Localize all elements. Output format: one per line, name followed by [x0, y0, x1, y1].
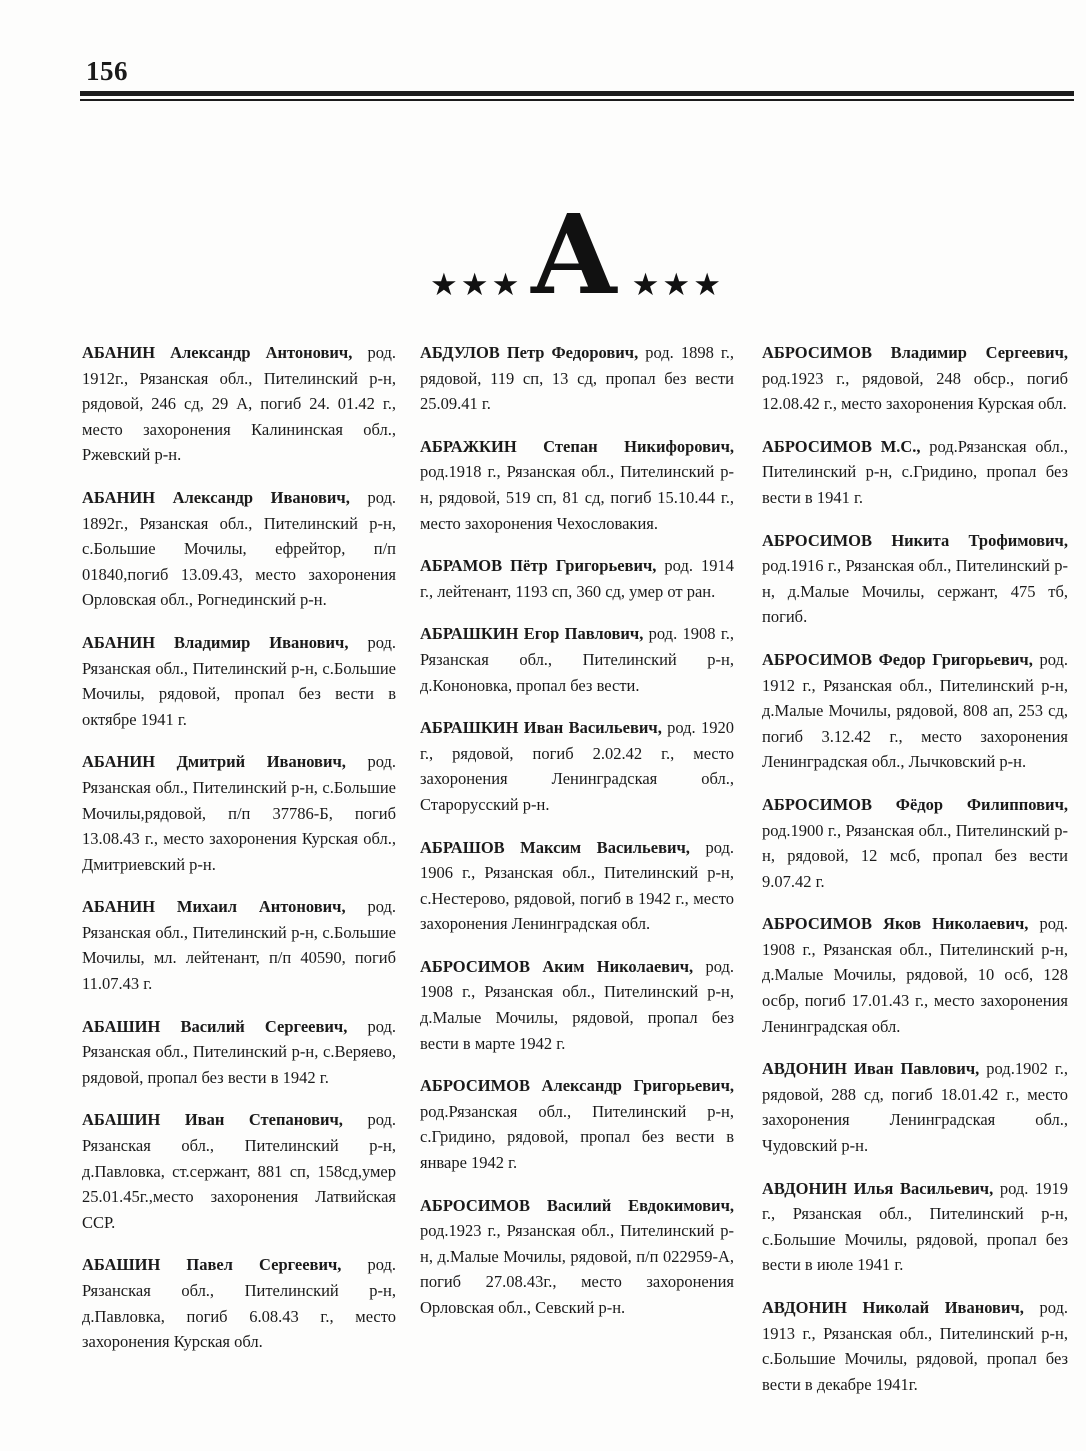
list-item [420, 1193, 734, 1321]
list-item [82, 1252, 396, 1354]
entry-name: АБАШИН Иван Степанович, [82, 1110, 343, 1130]
entry-name: АБРАМОВ Пётр Григорьевич, [420, 556, 657, 576]
list-item [82, 749, 396, 877]
entry-text: род. 1908 г., Рязанская обл., Пителинский р-н, д.Кононовка, пропал без вести. [420, 624, 735, 695]
entry-text: род.1902 г., рядовой, 288 сд, погиб 18.01.42 г., место захоронения Ленинградская обл., Чудовский р-н. [762, 1059, 1068, 1156]
entry-name: АБРОСИМОВ М.С., [762, 436, 921, 456]
list-item [420, 715, 734, 817]
entry-name: АБРАШКИН Иван Васильевич, [420, 718, 662, 738]
entry-name: АБРОСИМОВ Никита Трофимович, [762, 530, 1068, 550]
entry-name: АБРОСИМОВ Василий Евдокимович, [420, 1195, 734, 1215]
list-item [420, 1073, 734, 1175]
entry-text: род.1918 г., Рязанская обл., Пителинский р-н, рядовой, 519 сп, 81 сд, погиб 15.10.44 г., место захоронения Чехословакия. [420, 462, 734, 533]
stars-right-icon: ★★★ [631, 267, 724, 303]
page-number: 156 [86, 56, 128, 86]
entry-name: АБРОСИМОВ Аким Николаевич, [420, 956, 694, 976]
entry-text: род. 1906 г., Рязанская обл., Пителинский р-н, с.Нестерово, рядовой, погиб в 1942 г., место захоронения Ленинградская обл. [420, 837, 734, 934]
entry-name: АВДОНИН Иван Павлович, [762, 1059, 980, 1079]
entry-name: АБРОСИМОВ Александр Григорьевич, [420, 1076, 734, 1096]
list-item [420, 954, 734, 1056]
list-item [82, 630, 396, 732]
entry-text: род. 1892г., Рязанская обл., Пителинский р-н, с.Большие Мочилы, ефрейтор, п/п 01840,погиб 13.09.43, место захоронения Орловская обл., Рогнединский р-н. [82, 487, 396, 610]
list-item [762, 647, 1068, 775]
entry-name: АВДОНИН Николай Иванович, [762, 1298, 1024, 1317]
entry-text: род. 1919 г., Рязанская обл., Пителинский р-н, с.Большие Мочилы, рядовой, пропал без вести в июле 1941 г. [762, 1178, 1069, 1275]
entry-name: АБРАШКИН Егор Павлович, [420, 624, 644, 644]
column-1 [82, 340, 396, 1372]
list-item [82, 485, 396, 613]
entry-text: род. 1898 г., рядовой, 119 сп, 13 сд, пропал без вести 25.09.41 г. [420, 343, 734, 414]
entry-text: род.1916 г., Рязанская обл., Пителинский р-н, д.Малые Мочилы, сержант, 475 тб, погиб. [762, 556, 1068, 627]
column-2 [420, 340, 734, 1338]
entry-text: род. 1908 г., Рязанская обл., Пителинский р-н, д.Малые Мочилы, рядовой, пропал без вести в марте 1942 г. [420, 956, 734, 1053]
list-item [762, 434, 1068, 511]
entry-text: род.1923 г., рядовой, 248 обср., погиб 12.08.42 г., место захоронения Курская обл. [762, 368, 1068, 414]
entry-text: род. Рязанская обл., Пителинский р-н, с.Большие Мочилы, рядовой, пропал без вести в октябре 1941 г. [82, 632, 396, 729]
list-item [420, 340, 734, 417]
section-heading [420, 190, 730, 319]
list-item [762, 792, 1068, 894]
list-item [420, 434, 734, 536]
column-3 [762, 340, 1068, 1414]
entry-name: АБАШИН Василий Сергеевич, [82, 1016, 348, 1036]
list-item [82, 340, 396, 468]
stars-left-icon: ★★★ [430, 267, 523, 303]
entry-text: род. 1912г., Рязанская обл., Пителинский р-н, рядовой, 246 сд, 29 А, погиб 24. 01.42 г., место захоронения Калининская обл., Ржевский р-н. [82, 343, 396, 465]
list-item [420, 621, 734, 698]
list-item [82, 1107, 396, 1235]
entry-name: АБРОСИМОВ Владимир Сергеевич, [762, 343, 1068, 362]
entry-text: род. Рязанская обл., Пителинский р-н, с.Большие Мочилы,рядовой, п/п 37786-Б, погиб 13.08.43 г., место захоронения Курская обл., Дмитриевский р-н. [82, 752, 396, 874]
entry-text: род. Рязанская обл., Пителинский р-н, д.Павловка, ст.сержант, 881 сп, 158сд,умер 25.01.45г.,место захоронения Латвийская ССР. [82, 1110, 397, 1232]
entry-text: род.Рязанская обл., Пителинский р-н, с.Гридино, пропал без вести в 1941 г. [762, 436, 1069, 507]
header-rule-thick [80, 91, 1074, 96]
entry-name: АВДОНИН Илья Васильевич, [762, 1178, 994, 1198]
list-item [762, 911, 1068, 1039]
list-item [762, 340, 1068, 417]
list-item [762, 528, 1068, 630]
list-item [762, 1176, 1068, 1278]
entry-text: род. 1908 г., Рязанская обл., Пителинский р-н, д.Малые Мочилы, рядовой, 10 осб, 128 осбр, погиб 17.01.43 г., место захоронения Ленинградская обл. [762, 914, 1068, 1036]
list-item [420, 553, 734, 604]
entry-name: АБДУЛОВ Петр Федорович, [420, 343, 639, 362]
entry-text: род.Рязанская обл., Пителинский р-н, с.Гридино, рядовой, пропал без вести в январе 1942 г. [420, 1101, 734, 1173]
entry-text: род. Рязанская обл., Пителинский р-н, д.Павловка, погиб 6.08.43 г., место захоронения Курская обл. [82, 1255, 396, 1352]
entry-name: АБАНИН Михаил Антонович, [82, 897, 346, 917]
list-item [762, 1056, 1068, 1158]
list-item [762, 1295, 1068, 1397]
entry-name: АБРОСИМОВ Федор Григорьевич, [762, 649, 1033, 669]
entry-text: род.1923 г., Рязанская обл., Пителинский р-н, д.Малые Мочилы, рядовой, п/п 022959-А, погиб 27.08.43г., место захоронения Орловская обл., Севский р-н. [420, 1221, 734, 1317]
section-letter: А [529, 190, 619, 319]
list-item [420, 835, 734, 937]
entry-name: АБАНИН Александр Иванович, [82, 487, 350, 507]
entry-text: род. 1912 г., Рязанская обл., Пителинский р-н, д.Малые Мочилы, рядовой, 808 ап, 253 сд, погиб 3.12.42 г., место захоронения Ленинградская обл., Лычковский р-н. [762, 649, 1069, 772]
entry-name: АБРАШОВ Максим Васильевич, [420, 837, 690, 857]
entry-text: род.1900 г., Рязанская обл., Пителинский р-н, рядовой, 12 мсб, пропал без вести 9.07.42 г. [762, 820, 1068, 891]
entry-name: АБАНИН Дмитрий Иванович, [82, 752, 346, 772]
list-item [82, 1014, 396, 1091]
entry-name: АБРОСИМОВ Яков Николаевич, [762, 914, 1029, 934]
entry-text: род. 1914 г., лейтенант, 1193 сп, 360 сд, умер от ран. [420, 556, 735, 601]
entry-name: АБАНИН Александр Антонович, [82, 343, 353, 362]
entry-name: АБРОСИМОВ Фёдор Филиппович, [762, 794, 1068, 814]
entry-name: АБАНИН Владимир Иванович, [82, 632, 349, 652]
entry-name: АБАШИН Павел Сергеевич, [82, 1255, 342, 1275]
list-item [82, 894, 396, 996]
entry-text: род. 1913 г., Рязанская обл., Пителинский р-н, с.Большие Мочилы, рядовой, пропал без вести в декабре 1941г. [762, 1298, 1068, 1394]
entry-text: род. Рязанская обл., Пителинский р-н, с.Большие Мочилы, мл. лейтенант, п/п 40590, погиб 11.07.43 г. [82, 897, 397, 994]
entry-name: АБРАЖКИН Степан Никифорович, [420, 436, 734, 456]
entry-text: род. Рязанская обл., Пителинский р-н, с.Веряево, рядовой, пропал без вести в 1942 г. [82, 1016, 397, 1087]
entry-text: род. 1920 г., рядовой, погиб 2.02.42 г., место захоронения Ленинградская обл., Старорусский р-н. [420, 718, 734, 814]
header-rule-thin [80, 99, 1074, 101]
